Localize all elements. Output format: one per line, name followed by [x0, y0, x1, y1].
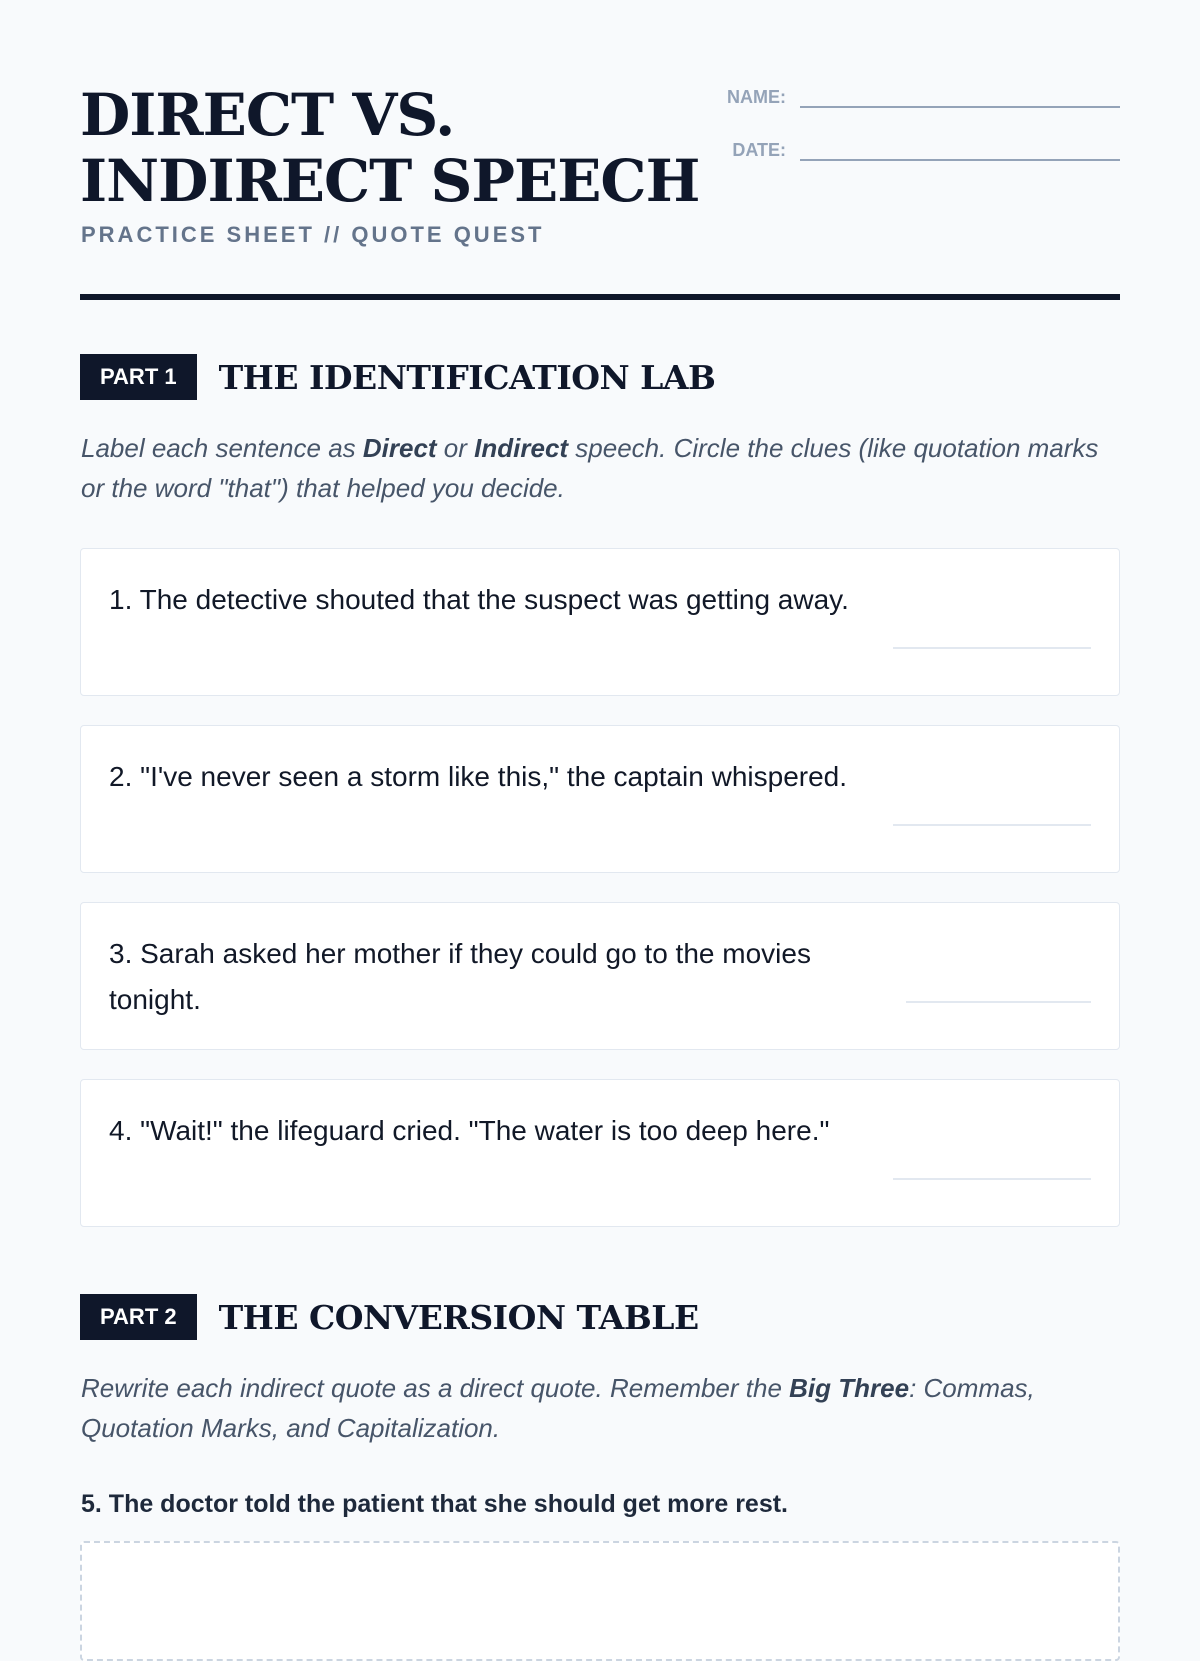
question-5-prompt: 5. The doctor told the patient that she should get more rest.: [81, 1490, 789, 1518]
question-card-4: [80, 1079, 1120, 1227]
date-field-row: [696, 139, 1120, 161]
question-card-1: [80, 548, 1120, 696]
name-field-row: [696, 86, 1120, 108]
part1-instructions: [81, 428, 1121, 508]
question-5-answer-box[interactable]: [80, 1541, 1120, 1661]
instr-bold-indirect: Indirect: [474, 433, 569, 463]
question-text: 4. "Wait!" the lifeguard cried. "The water is too deep here.": [109, 1115, 830, 1146]
question-card-2: [80, 725, 1120, 873]
part2-heading: [80, 1294, 699, 1340]
page-subtitle: PRACTICE SHEET // QUOTE QUEST: [81, 222, 545, 247]
date-label: DATE:: [732, 140, 786, 160]
answer-line[interactable]: [906, 1001, 1091, 1003]
part2-title: THE CONVERSION TABLE: [218, 1297, 699, 1337]
instr-text: speech. Circle the clues (like quotation marks or the word "that") that helped you decide.: [81, 433, 1099, 503]
question-card-3: [80, 902, 1120, 1050]
instr-text: Rewrite each indirect quote as a direct quote. Remember the: [81, 1373, 790, 1403]
question-text: 3. Sarah asked her mother if they could go to the movies tonight.: [109, 938, 811, 1015]
answer-line[interactable]: [893, 1178, 1091, 1180]
question-text: 2. "I've never seen a storm like this," the captain whispered.: [109, 761, 848, 792]
answer-line[interactable]: [893, 647, 1091, 649]
question-text: 1. The detective shouted that the suspect was getting away.: [109, 584, 849, 615]
page-title: DIRECT VS. INDIRECT SPEECH: [80, 81, 700, 215]
date-line[interactable]: [800, 139, 1120, 161]
part2-badge: PART 2: [80, 1294, 197, 1340]
part1-badge: PART 1: [80, 354, 197, 400]
header-divider: [80, 294, 1120, 300]
instr-bold-big-three: Big Three: [789, 1373, 910, 1403]
instr-text: Label each sentence as: [81, 433, 363, 463]
answer-line[interactable]: [893, 824, 1091, 826]
name-label: NAME:: [727, 87, 786, 107]
instr-bold-direct: Direct: [362, 433, 437, 463]
part1-heading: [80, 354, 715, 400]
instr-text: or: [436, 433, 475, 463]
part1-title: THE IDENTIFICATION LAB: [218, 357, 716, 397]
instr-text: : Commas, Quotation Marks, and Capitalization.: [81, 1373, 1035, 1443]
part2-instructions: [81, 1368, 1121, 1448]
name-line[interactable]: [800, 86, 1120, 108]
